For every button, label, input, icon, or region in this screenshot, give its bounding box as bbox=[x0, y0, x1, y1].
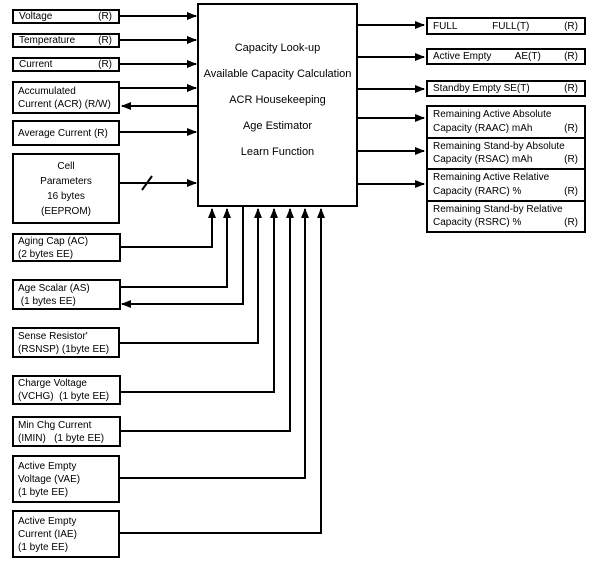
charge-voltage-line2: (VCHG) (1 byte EE) bbox=[18, 391, 110, 402]
standby-empty-output-box bbox=[426, 80, 586, 97]
active-empty-current-line1: Active Empty bbox=[18, 515, 77, 527]
current-access: (R) bbox=[98, 59, 112, 70]
sense-resistor-box bbox=[12, 327, 120, 358]
core-function-acr-housekeeping: ACR Housekeeping bbox=[229, 94, 326, 106]
core-function-learn-function: Learn Function bbox=[240, 146, 315, 158]
active-empty-current-line2: Current (IAE) bbox=[18, 528, 77, 540]
rarc-output-row bbox=[428, 168, 584, 200]
temperature-label: Temperature bbox=[19, 35, 76, 46]
rsrc-line1: Remaining Stand-by Relative bbox=[433, 203, 563, 215]
min-chg-current-line2: (IMIN) (1 byte EE) bbox=[18, 432, 105, 444]
active-empty-voltage-line1: Active Empty bbox=[18, 460, 77, 472]
temperature-register-box bbox=[12, 33, 120, 48]
raac-output-row bbox=[428, 107, 584, 137]
average-current-register-box bbox=[12, 120, 120, 146]
capacity-engine-box bbox=[197, 3, 358, 207]
cell-parameters-line3: 16 bytes bbox=[47, 190, 85, 202]
average-current-label: Average Current (R) bbox=[18, 127, 108, 139]
full-threshold: FULL(T) bbox=[492, 20, 530, 32]
accumulated-current-line1: Accumulated bbox=[18, 85, 76, 97]
active-empty-current-box bbox=[12, 510, 120, 558]
active-empty-label: Active Empty bbox=[433, 51, 492, 62]
active-empty-voltage-line2: Voltage (VAE) bbox=[18, 473, 81, 485]
wire-aging-cap-arrow bbox=[121, 209, 212, 247]
min-chg-current-box bbox=[12, 416, 121, 447]
core-function-available-capacity: Available Capacity Calculation bbox=[203, 68, 352, 80]
core-function-age-estimator: Age Estimator bbox=[242, 120, 313, 132]
cell-parameters-box bbox=[12, 153, 120, 224]
voltage-register-box bbox=[12, 9, 120, 24]
remaining-capacity-group bbox=[426, 105, 586, 233]
cell-parameters-line1: Cell bbox=[57, 160, 75, 172]
accumulated-current-register-box bbox=[12, 81, 120, 114]
raac-line2: Capacity (RAAC) mAh bbox=[433, 122, 533, 134]
rsrc-line2: Capacity (RSRC) % bbox=[433, 217, 522, 229]
rsac-line1: Remaining Stand-by Absolute bbox=[433, 140, 565, 152]
charge-voltage-box bbox=[12, 375, 121, 405]
rsrc-output-row bbox=[428, 200, 584, 232]
wire-sense-resistor-arrow bbox=[120, 209, 258, 343]
cell-parameters-line4: (EEPROM) bbox=[41, 205, 91, 217]
standby-empty-access: (R) bbox=[564, 83, 578, 94]
active-empty-current-line3: (1 byte EE) bbox=[18, 541, 69, 553]
rsac-output-row bbox=[428, 137, 584, 169]
active-empty-voltage-box bbox=[12, 455, 120, 503]
current-label: Current bbox=[19, 59, 53, 70]
age-scalar-line1: Age Scalar (AS) bbox=[18, 282, 90, 294]
wire-charge-voltage-arrow bbox=[121, 209, 274, 392]
rarc-line1: Remaining Active Relative bbox=[433, 172, 550, 184]
full-access: (R) bbox=[564, 20, 578, 32]
rsrc-access: (R) bbox=[564, 217, 578, 229]
wire-min-chg-current-arrow bbox=[121, 209, 290, 431]
voltage-access: (R) bbox=[98, 11, 112, 22]
active-empty-threshold: AE(T) bbox=[514, 51, 541, 62]
sense-resistor-line1: Sense Resistor' bbox=[18, 330, 88, 342]
voltage-label: Voltage bbox=[19, 11, 53, 22]
core-function-capacity-lookup: Capacity Look-up bbox=[234, 42, 321, 54]
raac-access: (R) bbox=[564, 122, 578, 134]
temperature-access: (R) bbox=[98, 35, 112, 46]
min-chg-current-line1: Min Chg Current bbox=[18, 419, 92, 431]
active-empty-access: (R) bbox=[564, 51, 578, 62]
wire-age-scalar-read-arrow bbox=[122, 206, 243, 304]
raac-line1: Remaining Active Absolute bbox=[433, 109, 552, 121]
accumulated-current-line2: Current (ACR) (R/W) bbox=[18, 98, 111, 110]
charge-voltage-line1: Charge Voltage bbox=[18, 378, 87, 389]
rsac-access: (R) bbox=[564, 154, 578, 166]
rarc-access: (R) bbox=[564, 185, 578, 197]
aging-cap-box bbox=[12, 233, 121, 262]
full-label: FULL bbox=[433, 20, 458, 32]
active-empty-voltage-line3: (1 byte EE) bbox=[18, 486, 69, 498]
standby-empty-label: Standby Empty SE(T) bbox=[433, 83, 530, 94]
age-scalar-line2: (1 bytes EE) bbox=[18, 295, 76, 307]
aging-cap-line1: Aging Cap (AC) bbox=[18, 235, 89, 247]
cell-parameters-line2: Parameters bbox=[40, 175, 92, 187]
age-scalar-box bbox=[12, 279, 121, 310]
active-empty-output-box bbox=[426, 48, 586, 65]
current-register-box bbox=[12, 57, 120, 72]
rarc-line2: Capacity (RARC) % bbox=[433, 185, 522, 197]
aging-cap-line2: (2 bytes EE) bbox=[18, 248, 74, 260]
rsac-line2: Capacity (RSAC) mAh bbox=[433, 154, 533, 166]
full-output-box bbox=[426, 17, 586, 35]
sense-resistor-line2: (RSNSP) (1byte EE) bbox=[18, 343, 110, 355]
